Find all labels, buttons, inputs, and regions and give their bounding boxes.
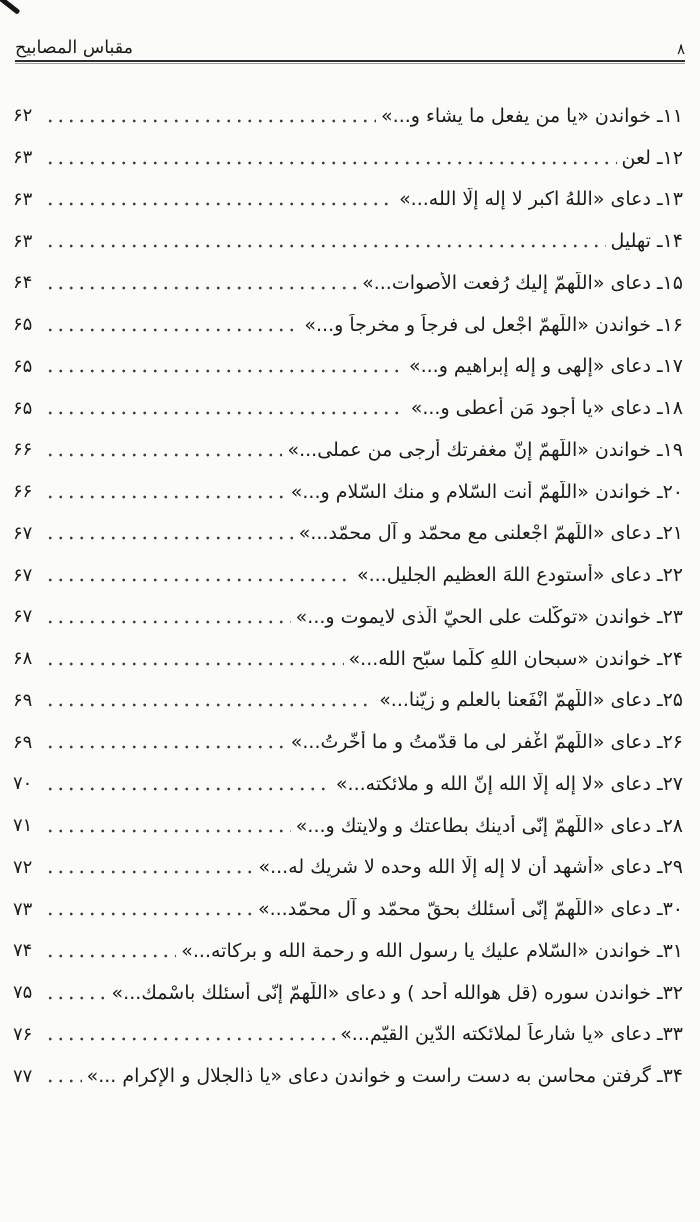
toc-entry-label: ۱۹ـ خواندن «اللّهمّ إنّ مغفرتك أرجى من عملى...»: [287, 438, 683, 461]
toc-entry-page-number: ۷۳: [13, 898, 33, 920]
toc-entry-label: ۱۱ـ خواندن «يا من يفعل ما يشاء و...»: [381, 104, 683, 127]
toc-entry-label: ۲۸ـ دعاى «اللّهمّ إنّى أدينك بطاعتك و ولايتك و...»: [295, 814, 683, 837]
toc-entry-label: ۲۲ـ دعاى «أستودع اللهَ العظيم الجليل...»: [356, 564, 683, 587]
toc-entry: [13, 387, 683, 429]
dot-leader: [45, 409, 406, 417]
toc-entry-label: ۱۶ـ خواندن «اللّهمّ اجْعل لى فرجاً و مخرجاً و...»: [304, 313, 683, 336]
toc-entry: [13, 346, 683, 388]
toc-entry: [13, 1014, 683, 1056]
folio-page-number: ۸: [676, 40, 685, 58]
dot-leader: [45, 994, 107, 1002]
toc-entry-label: ۱۲ـ لعن: [621, 146, 683, 169]
toc-entry-page-number: ۷۱: [13, 815, 33, 837]
toc-entry: [13, 721, 683, 763]
toc-entry: [13, 930, 683, 972]
dot-leader: [45, 117, 376, 125]
toc-entry-label: ۳۱ـ خواندن «السّلام عليك يا رسول الله و رحمة الله و بركاته...»: [181, 939, 683, 962]
toc-list: [13, 95, 683, 1097]
toc-entry-label: ۳۳ـ دعاى «يا شارعاً لملائكته الدّين القيّم...»: [340, 1023, 683, 1046]
dot-leader: [45, 827, 291, 835]
toc-entry: [13, 638, 683, 680]
dot-leader: [45, 367, 404, 375]
dot-leader: [45, 743, 286, 751]
toc-entry-page-number: ۶۷: [13, 606, 33, 628]
toc-entry-page-number: ۶۶: [13, 481, 33, 503]
toc-entry-label: ۲۳ـ خواندن «توكّلت على الحيّ الّذى لايموت و...»: [295, 605, 683, 628]
toc-entry: [13, 596, 683, 638]
toc-entry-page-number: ۶۳: [13, 230, 33, 252]
dot-leader: [45, 200, 394, 208]
toc-entry-label: ۲۴ـ خواندن «سبحان اللهِ كلّما سبّح الله...»: [348, 647, 683, 670]
toc-entry-label: ۱۳ـ دعاى «اللهُ اكبر لا إله إلّا الله...»: [399, 188, 683, 211]
toc-entry: [13, 680, 683, 722]
toc-entry-page-number: ۶۵: [13, 355, 33, 377]
toc-entry: [13, 137, 683, 179]
toc-entry: [13, 471, 683, 513]
dot-leader: [45, 1077, 82, 1085]
toc-entry: [13, 262, 683, 304]
toc-entry-page-number: ۶۲: [13, 105, 33, 127]
toc-entry-label: ۱۷ـ دعاى «إلهى و إله إبراهيم و...»: [408, 355, 683, 378]
book-title: مقباس المصابيح: [15, 38, 134, 58]
toc-entry-label: ۳۴ـ گرفتن محاسن به دست راست و خواندن دعاى «يا ذالجلال و الإكرام ...»: [86, 1065, 683, 1088]
header-rule: [15, 60, 685, 64]
toc-entry-page-number: ۷۲: [13, 856, 33, 878]
toc-entry: [13, 972, 683, 1014]
toc-entry-page-number: ۶۵: [13, 397, 33, 419]
toc-entry-page-number: ۶۷: [13, 522, 33, 544]
header-rule-shadow: [15, 63, 685, 64]
toc-entry: [13, 95, 683, 137]
toc-entry-page-number: ۶۷: [13, 564, 33, 586]
toc-entry-label: ۲۹ـ دعاى «أشهد أن لا إله إلّا الله وحده لا شريك له...»: [258, 856, 683, 879]
toc-entry-page-number: ۷۷: [13, 1065, 33, 1087]
toc-entry: [13, 847, 683, 889]
dot-leader: [45, 451, 282, 459]
toc-entry-label: ۲۶ـ دعاى «اللّهمّ اغْفر لى ما قدّمتُ و ما أخّرتُ...»: [290, 731, 683, 754]
toc-entry: [13, 220, 683, 262]
toc-entry-page-number: ۶۹: [13, 689, 33, 711]
page-header: [15, 28, 685, 58]
dot-leader: [45, 159, 617, 167]
toc-entry-page-number: ۷۴: [13, 940, 33, 962]
dot-leader: [45, 618, 291, 626]
toc-entry-label: ۱۸ـ دعاى «يا أجود مَن أعطى و...»: [410, 397, 683, 420]
dot-leader: [45, 326, 299, 334]
toc-entry-label: ۲۵ـ دعاى «اللّهمّ انْفَعنا بالعلم و زيّنا...»: [379, 689, 683, 712]
toc-entry-page-number: ۷۶: [13, 1023, 33, 1045]
toc-entry-page-number: ۶۸: [13, 648, 33, 670]
toc-entry: [13, 805, 683, 847]
toc-entry-page-number: ۷۰: [13, 773, 33, 795]
scan-corner-artifact: [0, 0, 20, 15]
toc-entry: [13, 179, 683, 221]
dot-leader: [45, 576, 352, 584]
toc-entry: [13, 1055, 683, 1097]
dot-leader: [45, 284, 357, 292]
toc-entry-page-number: ۶۵: [13, 314, 33, 336]
toc-entry-label: ۲۰ـ خواندن «اللّهمّ أنت السّلام و منك السّلام و...»: [290, 480, 683, 503]
dot-leader: [45, 1035, 335, 1043]
dot-leader: [45, 785, 331, 793]
dot-leader: [45, 242, 606, 250]
toc-entry: [13, 429, 683, 471]
toc-entry-label: ۳۲ـ خواندن سوره (قل هوالله أحد ) و دعاى «اللّهمّ إنّى أسئلك باسْمك...»: [111, 981, 683, 1004]
toc-entry-label: ۲۱ـ دعاى «اللّهمّ اجْعلنى مع محمّد و آل محمّد...»: [298, 522, 683, 545]
toc-entry-label: ۳۰ـ دعاى «اللّهمّ إنّى أسئلك بحقّ محمّد و آل محمّد...»: [257, 898, 683, 921]
toc-entry-page-number: ۶۶: [13, 439, 33, 461]
toc-entry: [13, 554, 683, 596]
toc-entry: [13, 513, 683, 555]
dot-leader: [45, 701, 374, 709]
dot-leader: [45, 493, 286, 501]
header-rule-main: [15, 60, 685, 62]
dot-leader: [45, 660, 344, 668]
dot-leader: [45, 534, 294, 542]
dot-leader: [45, 952, 176, 960]
toc-entry-label: ۱۴ـ تهليل: [610, 230, 683, 253]
toc-entry: [13, 304, 683, 346]
toc-entry-page-number: ۶۴: [13, 272, 33, 294]
toc-entry-page-number: ۶۳: [13, 147, 33, 169]
dot-leader: [45, 910, 253, 918]
toc-entry-page-number: ۶۹: [13, 731, 33, 753]
toc-entry-page-number: ۷۵: [13, 982, 33, 1004]
toc-entry-label: ۱۵ـ دعاى «اللّهمّ إليك رُفعت الأصوات...»: [362, 271, 683, 294]
toc-entry: [13, 763, 683, 805]
toc-entry-page-number: ۶۳: [13, 188, 33, 210]
toc-entry-label: ۲۷ـ دعاى «لا إله إلّا الله إنّ الله و ملائكته...»: [335, 772, 683, 795]
toc-entry: [13, 888, 683, 930]
dot-leader: [45, 868, 253, 876]
